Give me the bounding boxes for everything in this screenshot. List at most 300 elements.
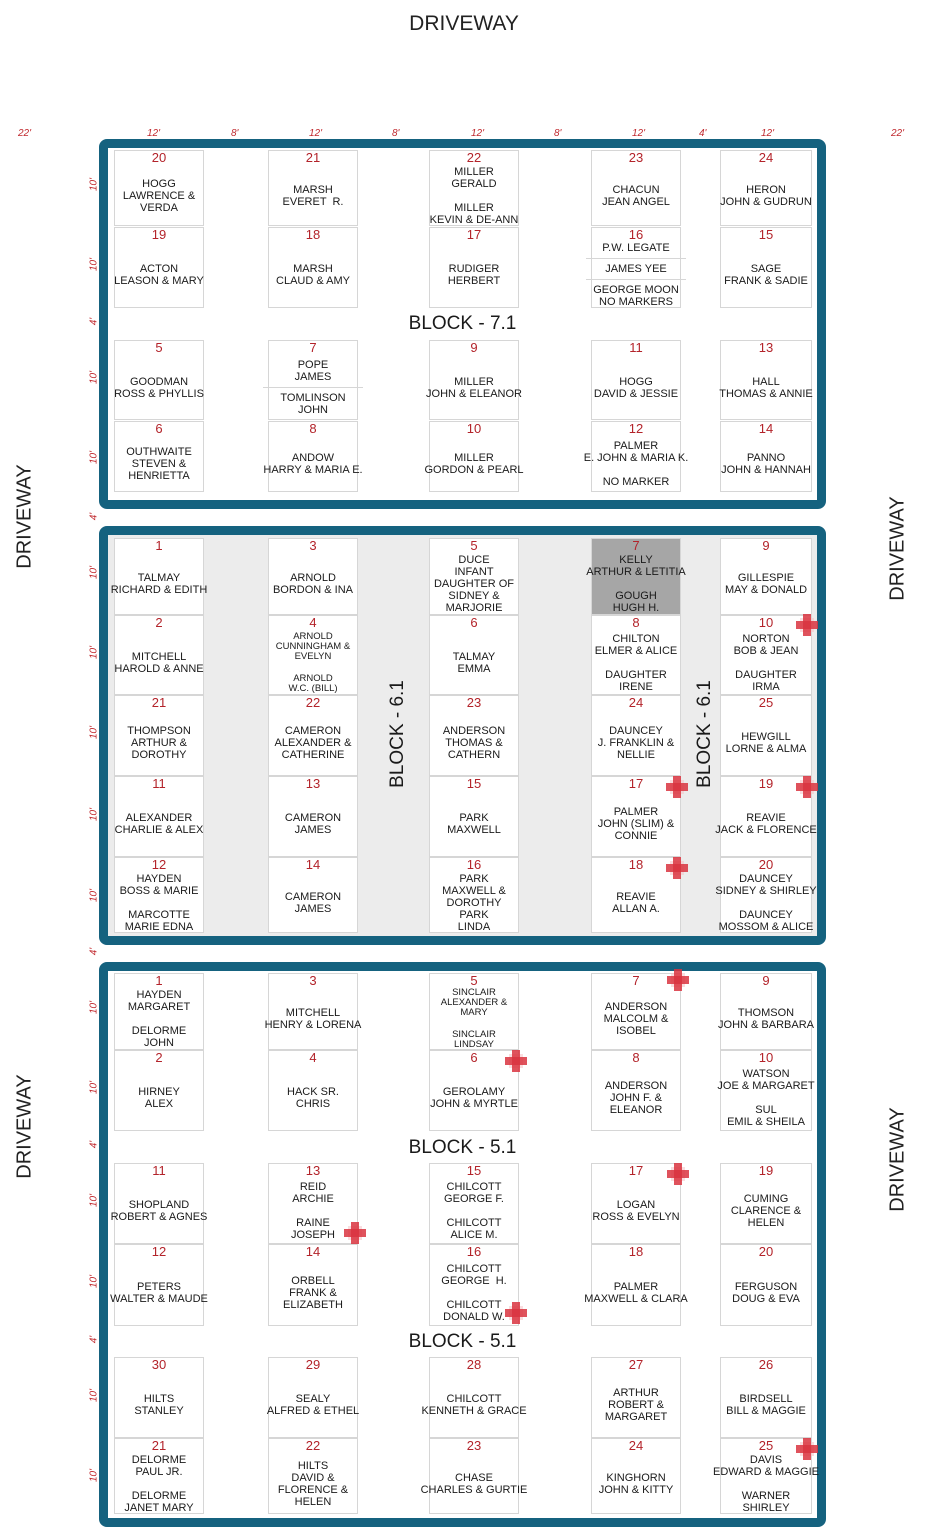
plot-number: 27	[628, 1357, 644, 1372]
occupant-name: CHILCOTT ALICE M.	[446, 1217, 502, 1241]
plot-number: 28	[466, 1357, 482, 1372]
plot-number: 8	[309, 421, 317, 436]
plot-occupants	[109, 711, 209, 775]
plot-occupants	[586, 243, 686, 307]
plot-number: 8	[632, 1050, 640, 1065]
occupant-name: HEWGILL LORNE & ALMA	[725, 731, 807, 755]
height-dimension: 4'	[88, 1140, 100, 1149]
occupant-name: MILLER KEVIN & DE-ANN	[429, 201, 519, 226]
plot-block71-5[interactable]	[114, 340, 204, 420]
occupant-name: GILLESPIE MAY & DONALD	[724, 572, 808, 596]
plot-occupants	[263, 437, 363, 491]
plot-block71-15[interactable]	[720, 227, 812, 308]
occupant-name: MARSH CLAUD & AMY	[276, 263, 350, 287]
plot-block51-10[interactable]	[717, 1050, 815, 1131]
plot-occupants	[586, 554, 686, 614]
occupant-name: GOUGH HUGH H.	[612, 590, 660, 614]
plot-number: 1	[155, 538, 163, 553]
plot-occupants	[586, 1066, 686, 1130]
plot-block51-19[interactable]	[720, 1163, 812, 1244]
occupant-name: TALMAY RICHARD & EDITH	[110, 572, 208, 596]
plot-number: 18	[305, 227, 321, 242]
occupant-name: KINGHORN JOHN & KITTY	[598, 1471, 674, 1496]
occupant-name: TALMAY EMMA	[452, 650, 496, 675]
plot-block61-23[interactable]	[429, 695, 519, 776]
plot-block71-8[interactable]	[263, 421, 363, 492]
plot-number: 11	[152, 1163, 166, 1178]
plot-block71-16[interactable]	[591, 227, 681, 308]
plot-occupants	[263, 1454, 363, 1513]
plot-occupants	[715, 989, 817, 1049]
plot-number: 15	[466, 1163, 482, 1178]
plot-occupants	[424, 1179, 524, 1243]
plot-number: 23	[466, 1438, 482, 1453]
plot-occupants	[263, 166, 363, 225]
plot-number: 17	[466, 227, 482, 242]
occupant-name: DAUGHTER IRENE	[605, 668, 667, 693]
width-dimension: 12'	[147, 128, 161, 139]
driveway-right-upper: DRIVEWAY	[886, 496, 909, 601]
plot-number: 16	[466, 857, 482, 872]
plot-number: 25	[758, 695, 774, 710]
occupant-name: TOMLINSON JOHN	[280, 392, 346, 416]
occupant-name: REID ARCHIE	[292, 1181, 334, 1205]
block-61-label-left: BLOCK - 6.1	[387, 680, 408, 788]
plot-occupants	[424, 873, 524, 932]
plot-block51-15[interactable]	[429, 1163, 519, 1244]
occupant-name: CHASE CHARLES & GURTIE	[420, 1471, 528, 1496]
plot-occupants	[715, 873, 817, 932]
width-dimension: 8'	[554, 128, 562, 139]
plot-occupants	[109, 554, 209, 614]
plot-block61-6[interactable]	[429, 615, 519, 695]
plot-block71-11[interactable]	[591, 340, 681, 420]
plot-occupants	[586, 989, 686, 1049]
occupant-name: WARNER SHIRLEY	[741, 1489, 791, 1514]
plot-number: 16	[628, 227, 644, 242]
occupant-name: SAGE FRANK & SADIE	[724, 263, 808, 287]
plot-block51-18[interactable]	[584, 1244, 688, 1326]
plot-occupants	[109, 1066, 209, 1130]
block-61-label-right: BLOCK - 6.1	[694, 680, 715, 788]
plot-number: 21	[151, 695, 167, 710]
occupant-name: REAVIE JACK & FLORENCE	[715, 812, 817, 836]
plot-block71-17[interactable]	[429, 227, 519, 308]
occupant-name: LOGAN ROSS & EVELYN	[592, 1199, 680, 1223]
plot-block51-20[interactable]	[720, 1244, 812, 1326]
driveway-top-label: DRIVEWAY	[409, 12, 519, 35]
plot-occupants	[715, 1454, 817, 1513]
driveway-left-lower: DRIVEWAY	[13, 1074, 36, 1179]
plot-block51-9[interactable]	[720, 973, 812, 1050]
occupant-name: HALL THOMAS & ANNIE	[719, 375, 813, 400]
plot-number: 6	[470, 615, 478, 630]
plot-occupants	[715, 1373, 817, 1437]
plot-occupants	[424, 989, 524, 1049]
plot-block71-13[interactable]	[720, 340, 812, 420]
plot-block71-12[interactable]	[583, 421, 689, 492]
plot-number: 18	[628, 857, 644, 872]
plot-number: 5	[155, 340, 163, 355]
height-dimension: 10'	[88, 1080, 100, 1095]
plot-block61-9[interactable]	[720, 538, 812, 615]
plot-occupants	[263, 356, 363, 419]
occupant-name: DELORME JOHN	[131, 1025, 187, 1049]
plot-block61-24[interactable]	[591, 695, 681, 776]
plot-number: 12	[628, 421, 644, 436]
plot-occupants	[586, 631, 686, 694]
plot-block51-4[interactable]	[268, 1050, 358, 1131]
plot-block51-24[interactable]	[591, 1438, 681, 1514]
plot-block51-29[interactable]	[268, 1357, 358, 1438]
plot-number: 8	[632, 615, 640, 630]
plot-occupants	[424, 437, 524, 491]
occupant-name: DELORME JANET MARY	[124, 1489, 194, 1514]
plot-occupants	[263, 792, 363, 856]
plot-occupants	[263, 1260, 363, 1325]
plot-block71-10[interactable]	[424, 421, 524, 492]
plot-occupants	[109, 873, 209, 932]
plot-number: 3	[309, 973, 317, 988]
cross-marker-icon	[505, 1302, 527, 1324]
occupant-name: CHILCOTT GEORGE F.	[444, 1181, 504, 1205]
plot-occupants	[715, 711, 817, 775]
plot-number: 13	[758, 340, 774, 355]
plot-number: 25	[758, 1438, 774, 1453]
occupant-name: KELLY ARTHUR & LETITIA	[586, 554, 686, 578]
plot-number: 17	[628, 776, 644, 791]
plot-occupants	[586, 356, 686, 419]
occupant-name: DAUNCEY MOSSOM & ALICE	[718, 908, 814, 933]
occupant-name: HACK SR. CHRIS	[287, 1086, 339, 1110]
occupant-name: DAUGHTER IRMA	[735, 668, 797, 693]
occupant-name: CHILTON ELMER & ALICE	[594, 632, 678, 657]
plot-occupants	[715, 243, 817, 307]
plot-number: 14	[305, 1244, 321, 1259]
width-dimension: 12'	[761, 128, 775, 139]
height-dimension: 10'	[88, 1193, 100, 1208]
occupant-name: HIRNEY ALEX	[138, 1086, 180, 1110]
plot-number: 22	[305, 1438, 321, 1453]
plot-occupants	[109, 437, 209, 491]
height-dimension: 10'	[88, 888, 100, 903]
plot-block51-30[interactable]	[114, 1357, 204, 1438]
plot-block71-24[interactable]	[720, 150, 812, 226]
plot-block61-21[interactable]	[114, 695, 204, 776]
plot-occupants	[586, 1179, 686, 1243]
occupant-name: PALMER E. JOHN & MARIA K.	[583, 440, 689, 464]
width-dimension: 12'	[632, 128, 646, 139]
plot-number: 11	[152, 776, 166, 791]
plot-number: 6	[470, 1050, 478, 1065]
plot-block61-13[interactable]	[268, 776, 358, 857]
plot-occupants	[109, 243, 209, 307]
plot-occupants	[109, 1454, 209, 1513]
occupant-name: MARCOTTE MARIE EDNA	[124, 908, 194, 933]
occupant-name: MITCHELL HENRY & LORENA	[264, 1007, 362, 1031]
plot-occupants	[109, 1179, 209, 1243]
plot-number: 7	[309, 340, 317, 355]
plot-block71-9[interactable]	[426, 340, 522, 420]
occupant-name: ANDERSON MALCOLM & ISOBEL	[603, 1001, 669, 1037]
plot-block61-11[interactable]	[114, 776, 204, 857]
occupant-name: CAMERON ALEXANDER & CATHERINE	[274, 725, 352, 761]
cross-marker-icon	[667, 969, 689, 991]
plot-occupants	[715, 356, 817, 419]
width-dimension: 8'	[392, 128, 400, 139]
plot-number: 7	[632, 538, 640, 553]
plot-block51-28[interactable]	[421, 1357, 527, 1438]
plot-occupants	[715, 631, 817, 694]
height-dimension: 4'	[88, 512, 100, 521]
plot-number: 21	[151, 1438, 167, 1453]
plot-occupants	[715, 166, 817, 225]
occupant-name: CAMERON JAMES	[284, 812, 342, 836]
plot-block51-3[interactable]	[264, 973, 362, 1050]
plot-occupants	[424, 792, 524, 856]
plot-block61-25[interactable]	[720, 695, 812, 776]
occupant-name: SINCLAIR LINDSAY	[452, 1029, 496, 1050]
plot-block71-19[interactable]	[114, 227, 204, 308]
height-dimension: 4'	[88, 1335, 100, 1344]
plot-divider	[586, 279, 686, 280]
plot-occupants	[715, 1179, 817, 1243]
height-dimension: 10'	[88, 177, 100, 192]
plot-occupants	[424, 1066, 524, 1130]
plot-divider	[586, 258, 686, 259]
occupant-name: MARSH EVERET R.	[282, 183, 344, 208]
plot-number: 24	[628, 695, 644, 710]
occupant-name: POPE JAMES	[294, 359, 332, 383]
height-dimension: 10'	[88, 645, 100, 660]
occupant-name: SHOPLAND ROBERT & AGNES	[110, 1199, 208, 1223]
occupant-name: CHILCOTT DONALD W.	[443, 1298, 505, 1323]
cross-marker-icon	[796, 614, 818, 636]
occupant-name: SUL EMIL & SHEILA	[727, 1104, 805, 1128]
height-dimension: 4'	[88, 317, 100, 326]
occupant-name: THOMPSON ARTHUR & DOROTHY	[127, 725, 191, 761]
plot-occupants	[421, 1373, 527, 1437]
occupant-name: DELORME PAUL JR.	[131, 1453, 187, 1478]
cross-marker-icon	[667, 1163, 689, 1185]
plot-number: 15	[758, 227, 774, 242]
height-dimension: 10'	[88, 807, 100, 822]
plot-block71-23[interactable]	[591, 150, 681, 226]
plot-occupants	[109, 792, 209, 856]
height-dimension: 10'	[88, 1274, 100, 1289]
occupant-name: FERGUSON DOUG & EVA	[732, 1280, 800, 1305]
plot-occupants	[586, 711, 686, 775]
width-dimension: 8'	[231, 128, 239, 139]
plot-occupants	[715, 1260, 817, 1325]
occupant-name: HILTS DAVID & FLORENCE & HELEN	[277, 1459, 349, 1508]
occupant-name: ARTHUR ROBERT & MARGARET	[604, 1387, 668, 1423]
plot-number: 29	[305, 1357, 321, 1372]
occupant-name: REAVIE ALLAN A.	[612, 890, 660, 915]
cross-marker-icon	[666, 857, 688, 879]
plot-occupants	[263, 243, 363, 307]
plot-number: 16	[466, 1244, 482, 1259]
plot-block61-5[interactable]	[429, 538, 519, 615]
plot-occupants	[424, 166, 524, 225]
cross-marker-icon	[796, 1438, 818, 1460]
plot-block51-1[interactable]	[114, 973, 204, 1050]
occupant-name: PALMER MAXWELL & CLARA	[584, 1280, 688, 1305]
plot-occupants	[586, 166, 686, 225]
plot-block51-23[interactable]	[420, 1438, 528, 1514]
occupant-name: CHILCOTT KENNETH & GRACE	[421, 1393, 527, 1417]
plot-number: 24	[758, 150, 774, 165]
occupant-name: DAUNCEY J. FRANKLIN & NELLIE	[597, 725, 675, 761]
plot-occupants	[424, 243, 524, 307]
occupant-name: HERON JOHN & GUDRUN	[720, 183, 812, 208]
plot-number: 10	[758, 1050, 774, 1065]
height-dimension: 10'	[88, 1000, 100, 1015]
height-dimension: 10'	[88, 370, 100, 385]
block-71-label: BLOCK - 7.1	[408, 313, 517, 334]
plot-number: 9	[470, 340, 478, 355]
plot-number: 24	[628, 1438, 644, 1453]
width-dimension: 12'	[309, 128, 323, 139]
plot-number: 26	[758, 1357, 774, 1372]
width-dimension: 22'	[18, 128, 32, 139]
plot-block61-22[interactable]	[268, 695, 358, 776]
plot-number: 10	[758, 615, 774, 630]
occupant-name: NORTON BOB & JEAN	[733, 632, 799, 657]
cross-marker-icon	[796, 776, 818, 798]
occupant-name: HILTS STANLEY	[134, 1393, 184, 1417]
plot-block71-14[interactable]	[720, 421, 812, 492]
occupant-name: CUMING CLARENCE & HELEN	[730, 1193, 802, 1229]
plot-number: 17	[628, 1163, 644, 1178]
plot-number: 14	[758, 421, 774, 436]
plot-block51-21[interactable]	[114, 1438, 204, 1514]
plot-occupants	[109, 166, 209, 225]
plot-number: 6	[155, 421, 163, 436]
plot-number: 9	[762, 538, 770, 553]
plot-block61-15[interactable]	[429, 776, 519, 857]
plot-block71-6[interactable]	[114, 421, 204, 492]
plot-block71-22[interactable]	[429, 150, 519, 226]
height-dimension: 4'	[88, 947, 100, 956]
plot-occupants	[263, 1066, 363, 1130]
plot-occupants	[583, 437, 689, 491]
plot-divider	[263, 387, 363, 388]
occupant-name: THOMSON JOHN & BARBARA	[718, 1007, 814, 1031]
occupant-name: NO MARKER	[602, 476, 670, 488]
occupant-name: JAMES YEE	[605, 263, 667, 275]
plot-block61-1[interactable]	[110, 538, 208, 615]
plot-occupants	[586, 1260, 686, 1325]
width-dimension: 4'	[699, 128, 707, 139]
plot-occupants	[109, 631, 209, 694]
occupant-name: BIRDSELL BILL & MAGGIE	[726, 1393, 806, 1417]
plot-block61-20[interactable]	[715, 857, 817, 933]
plot-number: 11	[629, 340, 643, 355]
occupant-name: HAYDEN MARGARET	[127, 989, 191, 1013]
plot-block51-27[interactable]	[591, 1357, 681, 1438]
plot-number: 21	[305, 150, 321, 165]
plot-number: 19	[151, 227, 167, 242]
plot-block61-4[interactable]	[268, 615, 358, 695]
plot-number: 13	[305, 776, 321, 791]
occupant-name: ANDOW HARRY & MARIA E.	[263, 452, 363, 476]
occupant-name: ALEXANDER CHARLIE & ALEX	[114, 812, 204, 836]
plot-block61-16[interactable]	[429, 857, 519, 933]
plot-block61-3[interactable]	[268, 538, 358, 615]
plot-block61-14[interactable]	[268, 857, 358, 933]
height-dimension: 10'	[88, 1468, 100, 1483]
occupant-name: ARNOLD CUNNINGHAM & EVELYN	[275, 630, 351, 662]
plot-occupants	[424, 554, 524, 614]
occupant-name: MILLER JOHN & ELEANOR	[426, 375, 522, 400]
plot-number: 2	[155, 1050, 163, 1065]
driveway-left-upper: DRIVEWAY	[13, 464, 36, 569]
occupant-name: MILLER GORDON & PEARL	[424, 452, 524, 476]
occupant-name: ANDERSON THOMAS & CATHERN	[442, 725, 506, 761]
occupant-name: GEORGE MOON NO MARKERS	[593, 284, 679, 308]
plot-number: 3	[309, 538, 317, 553]
occupant-name: CHILCOTT GEORGE H.	[441, 1262, 507, 1287]
plot-number: 22	[466, 150, 482, 165]
plot-number: 30	[151, 1357, 167, 1372]
plot-block61-8[interactable]	[591, 615, 681, 695]
occupant-name: MILLER GERALD	[451, 165, 497, 190]
plot-block61-7[interactable]	[586, 538, 686, 615]
plot-block71-20[interactable]	[114, 150, 204, 226]
occupant-name: PALMER JOHN (SLIM) & CONNIE	[597, 806, 675, 842]
plot-block51-26[interactable]	[720, 1357, 812, 1438]
plot-number: 22	[305, 695, 321, 710]
plot-block51-22[interactable]	[268, 1438, 358, 1514]
plot-block71-21[interactable]	[268, 150, 358, 226]
plot-number: 19	[758, 1163, 774, 1178]
plot-occupants	[586, 1373, 686, 1437]
height-dimension: 10'	[88, 1388, 100, 1403]
plot-block71-7[interactable]	[268, 340, 358, 420]
plot-block61-2[interactable]	[114, 615, 204, 695]
plot-block71-18[interactable]	[268, 227, 358, 308]
occupant-name: DAVIS EDWARD & MAGGIE	[713, 1453, 819, 1478]
plot-block51-14[interactable]	[268, 1244, 358, 1326]
occupant-name: HOGG LAWRENCE & VERDA	[122, 177, 196, 214]
plot-number: 20	[758, 1244, 774, 1259]
plot-block51-2[interactable]	[114, 1050, 204, 1131]
plot-occupants	[424, 631, 524, 694]
occupant-name: PARK MAXWELL	[447, 812, 501, 836]
plot-block51-8[interactable]	[591, 1050, 681, 1131]
occupant-name: PETERS WALTER & MAUDE	[110, 1280, 208, 1305]
plot-occupants	[715, 792, 817, 856]
height-dimension: 10'	[88, 450, 100, 465]
plot-block51-5[interactable]	[429, 973, 519, 1050]
occupant-name: P.W. LEGATE	[602, 242, 670, 254]
plot-occupants	[263, 711, 363, 775]
plot-block51-11[interactable]	[110, 1163, 208, 1244]
plot-number: 14	[305, 857, 321, 872]
plot-occupants	[109, 1260, 209, 1325]
plot-number: 23	[628, 150, 644, 165]
plot-occupants	[263, 873, 363, 932]
plot-block51-12[interactable]	[110, 1244, 208, 1326]
plot-number: 12	[151, 1244, 167, 1259]
occupant-name: SINCLAIR ALEXANDER & MARY	[440, 987, 508, 1018]
plot-occupants	[263, 989, 363, 1049]
plot-number: 18	[628, 1244, 644, 1259]
height-dimension: 10'	[88, 257, 100, 272]
plot-block61-12[interactable]	[114, 857, 204, 933]
height-dimension: 10'	[88, 565, 100, 580]
